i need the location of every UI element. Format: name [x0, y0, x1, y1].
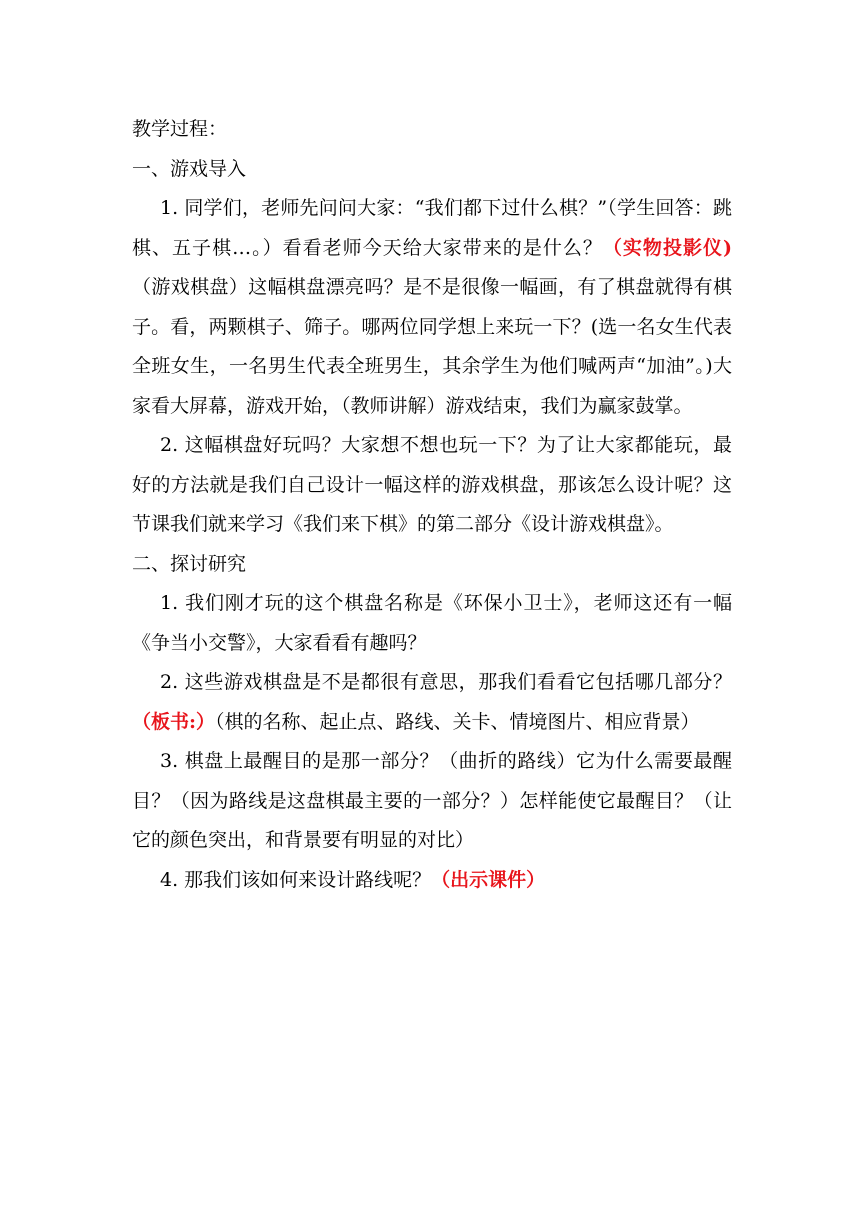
- section-2-item-4: [132, 861, 732, 901]
- s2-item4-text-a: 4. 那我们该如何来设计路线呢？: [160, 868, 432, 891]
- s2-item2-highlight: （板书:）: [132, 710, 216, 733]
- doc-heading: 教学过程：: [132, 118, 228, 140]
- section-1-item-2: 2. 这幅棋盘好玩吗？大家想不想也玩一下？为了让大家都能玩，最好的方法就是我们自己设计一幅这样的游戏棋盘，那该怎么设计呢？这节课我们就来学习《我们来下棋》的第二部分《设计游戏棋盘》。: [132, 434, 732, 535]
- s1-item1-text-b: （游戏棋盘）这幅棋盘漂亮吗？是不是很像一幅画，有了棋盘就得有棋子。看，两颗棋子、筛子。哪两位同学想上来玩一下？(选一名女生代表全班女生，一名男生代表全班男生，其余学生为他们喊两声“加油”。)大家看大屏幕，游戏开始，（教师讲解）游戏结束，我们为赢家鼓掌。: [132, 276, 732, 417]
- s2-item2-text-a: 2. 这些游戏棋盘是不是都很有意思，那我们看看它包括哪几部分？: [160, 671, 732, 693]
- s1-item1-highlight: （实物投影仪): [602, 236, 732, 259]
- section-2-title: 二、探讨研究: [132, 552, 247, 575]
- s1-item1-text-a: 1. 同学们，老师先问问大家：“我们都下过什么棋？”（学生回答：跳棋、五子棋…。）看看老师今天给大家带来的是什么？: [132, 197, 732, 259]
- section-2-item-3: 3. 棋盘上最醒目的是那一部分？（曲折的路线）它为什么需要最醒目？（因为路线是这盘棋最主要的一部分？）怎样能使它最醒目？（让它的颜色突出，和背景要有明显的对比）: [132, 750, 732, 851]
- s2-item4-highlight: （出示课件）: [431, 868, 546, 891]
- section-1-title: 一、游戏导入: [132, 157, 247, 180]
- section-1-item-1: [132, 189, 732, 426]
- document-body: [132, 110, 732, 900]
- s2-item2-text-b: （棋的名称、起止点、路线、关卡、情境图片、相应背景）: [215, 710, 700, 733]
- section-2-item-1: 1. 我们刚才玩的这个棋盘名称是《环保小卫士》，老师这还有一幅《争当小交警》，大家看看有趣吗？: [132, 592, 732, 654]
- section-2-item-2: [132, 663, 732, 742]
